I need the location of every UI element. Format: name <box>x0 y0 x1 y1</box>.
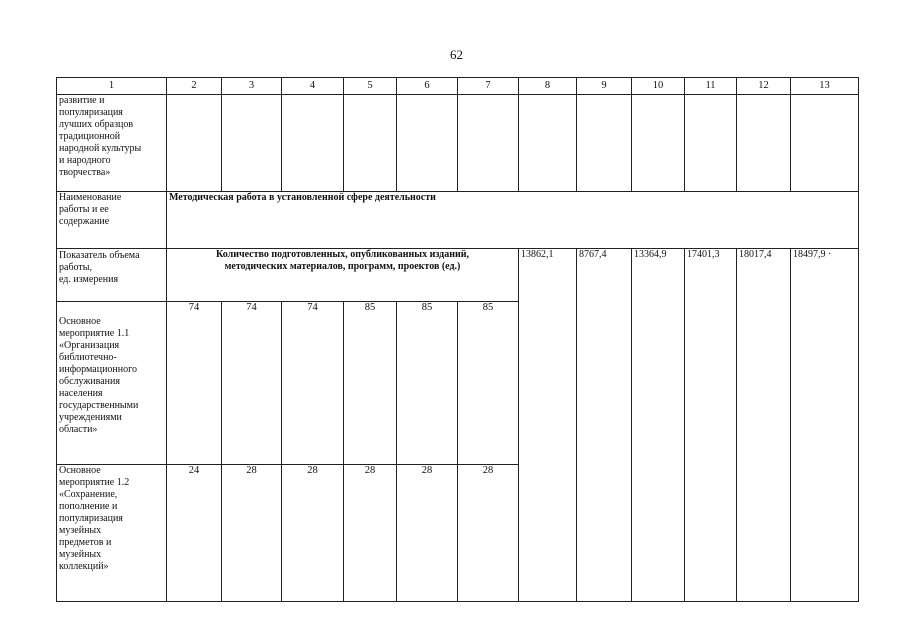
activity-value: 85 <box>458 302 519 465</box>
activity-value: 24 <box>167 465 222 602</box>
header-cell: 12 <box>737 78 791 95</box>
work-name-content: Методическая работа в установленной сфере деятельности <box>167 192 859 249</box>
finance-value: 13862,1 <box>519 249 577 602</box>
header-cell: 2 <box>167 78 222 95</box>
indicator-content: Количество подготовленных, опубликованных изданий, методических материалов, программ, проектов (ед.) <box>167 249 519 302</box>
header-cell: 7 <box>458 78 519 95</box>
data-table <box>56 77 859 602</box>
indicator-row <box>57 249 859 302</box>
header-cell: 8 <box>519 78 577 95</box>
finance-value: 13364,9 <box>632 249 685 602</box>
activity-value: 28 <box>222 465 282 602</box>
header-cell: 1 <box>57 78 167 95</box>
activity-label: Основное мероприятие 1.1 «Организация библиотечно- информационного обслуживания населения государственными учреждениями области» <box>57 302 167 465</box>
activity-value: 28 <box>397 465 458 602</box>
activity-value: 85 <box>344 302 397 465</box>
header-cell: 13 <box>791 78 859 95</box>
header-cell: 4 <box>282 78 344 95</box>
header-row <box>57 78 859 95</box>
finance-value: 17401,3 <box>685 249 737 602</box>
activity-value: 74 <box>282 302 344 465</box>
activity-value: 28 <box>458 465 519 602</box>
header-cell: 9 <box>577 78 632 95</box>
header-cell: 10 <box>632 78 685 95</box>
activity-value: 74 <box>222 302 282 465</box>
finance-value: 18017,4 <box>737 249 791 602</box>
activity-value: 85 <box>397 302 458 465</box>
activity-label: Основное мероприятие 1.2 «Сохранение, пополнение и популяризация музейных предметов и музейных коллекций» <box>57 465 167 602</box>
header-cell: 3 <box>222 78 282 95</box>
activity-value: 28 <box>344 465 397 602</box>
header-cell: 6 <box>397 78 458 95</box>
header-cell: 5 <box>344 78 397 95</box>
indicator-label: Показатель объема работы, ед. измерения <box>57 249 167 302</box>
page-number: 62 <box>450 47 463 62</box>
work-name-row <box>57 192 859 249</box>
header-cell: 11 <box>685 78 737 95</box>
work-name-label: Наименование работы и ее содержание <box>57 192 167 249</box>
finance-value: 8767,4 <box>577 249 632 602</box>
finance-value: 18497,9 · <box>791 249 859 602</box>
activity-value: 74 <box>167 302 222 465</box>
continuation-label: развитие и популяризация лучших образцов традиционной народной культуры и народного творчества» <box>57 95 167 192</box>
activity-value: 28 <box>282 465 344 602</box>
continuation-row <box>57 95 859 192</box>
